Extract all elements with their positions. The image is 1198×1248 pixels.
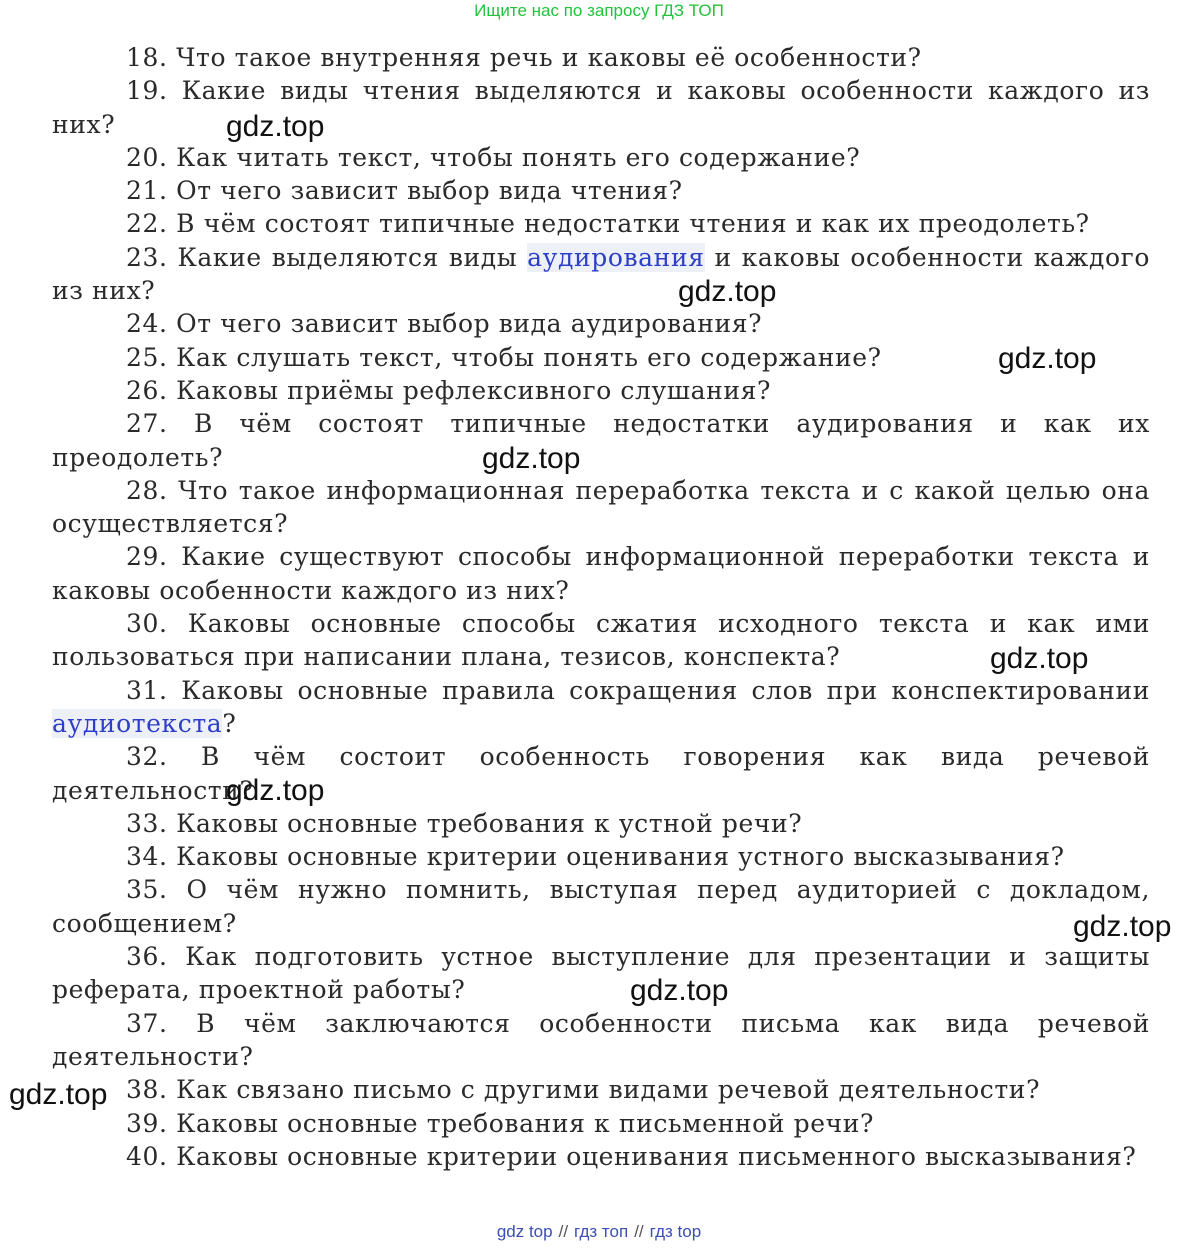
- question-text: Каковы приёмы рефлексивного слушания?: [176, 375, 772, 405]
- question-number: 37.: [126, 1008, 168, 1038]
- question-text: О чём нужно помнить, выступая перед аудиторией с докладом, сообщением?: [52, 875, 1151, 938]
- question-text: Каковы основные критерии оценивания письменного высказывания?: [176, 1141, 1137, 1171]
- question-text: В чём состоят типичные недостатки аудирования и как их преодолеть?: [52, 409, 1150, 472]
- highlighted-term-link[interactable]: аудирования: [527, 242, 705, 272]
- question-number: 21.: [126, 176, 168, 206]
- footer-separator: //: [558, 1222, 569, 1241]
- question-item: [52, 840, 1150, 873]
- question-text: Как подготовить устное выступление для презентации и защиты реферата, проектной работы?: [52, 942, 1150, 1005]
- question-text: Каковы основные требования к письменной речи?: [176, 1108, 874, 1138]
- question-item: [52, 174, 1150, 207]
- question-item: [52, 307, 1150, 340]
- question-text: Каковы основные требования к устной речи?: [176, 808, 803, 838]
- question-text: Что такое информационная переработка текста и с какой целью она осуществляется?: [52, 475, 1151, 539]
- question-text: От чего зависит выбор вида чтения?: [176, 176, 683, 206]
- question-number: 25.: [126, 342, 168, 372]
- watermark-text: gdz.top: [1073, 910, 1172, 943]
- question-text: Как читать текст, чтобы понять его содержание?: [176, 142, 861, 172]
- top-banner: Ищите нас по запросу ГДЗ ТОП: [474, 1, 724, 20]
- question-item: [52, 474, 1150, 541]
- footer-links: [0, 1222, 1198, 1242]
- question-number: 31.: [126, 675, 168, 705]
- question-text: ?: [222, 708, 237, 738]
- question-number: 23.: [126, 242, 168, 272]
- watermark-text: gdz.top: [226, 774, 325, 807]
- question-number: 38.: [126, 1075, 168, 1105]
- watermark-text: gdz.top: [630, 974, 729, 1007]
- watermark-text: gdz.top: [678, 275, 777, 308]
- question-item: [52, 540, 1150, 607]
- footer-link-gdz-top-mixed[interactable]: гдз top: [649, 1222, 702, 1241]
- question-item: [52, 807, 1150, 840]
- question-item: [52, 674, 1150, 741]
- question-list: [52, 41, 1150, 1173]
- question-item: [52, 1107, 1150, 1140]
- question-text: Какие существуют способы информационной переработки текста и каковы особенности каждого из них?: [52, 542, 1151, 605]
- question-text: Каковы основные способы сжатия исходного текста и как ими пользоваться при написании плана, тезисов, конспекта?: [52, 609, 1151, 672]
- question-item: [52, 740, 1150, 807]
- highlighted-term-link[interactable]: аудиотекста: [52, 708, 223, 738]
- question-item: [52, 207, 1150, 240]
- watermark-text: gdz.top: [226, 110, 325, 143]
- question-item: [52, 74, 1150, 141]
- footer-separator: //: [634, 1222, 644, 1241]
- question-number: 30.: [126, 609, 168, 639]
- question-number: 24.: [126, 309, 168, 339]
- footer-link-gdz-top-ru[interactable]: гдз топ: [574, 1222, 629, 1241]
- question-text: В чём заключаются особенности письма как вида речевой деятельности?: [52, 1008, 1150, 1071]
- question-number: 28.: [126, 475, 168, 505]
- question-number: 35.: [126, 875, 168, 905]
- question-item: [52, 141, 1150, 174]
- question-number: 19.: [126, 76, 168, 106]
- question-number: 22.: [126, 209, 168, 239]
- question-text: Какие выделяются виды: [177, 242, 518, 272]
- question-text: Что такое внутренняя речь и каковы её особенности?: [176, 43, 922, 72]
- question-item: [52, 1073, 1150, 1106]
- question-number: 40.: [126, 1141, 168, 1171]
- watermark-text: gdz.top: [990, 642, 1089, 675]
- question-number: 27.: [126, 409, 168, 439]
- question-item: [52, 241, 1150, 308]
- question-item: [52, 374, 1150, 407]
- question-text: От чего зависит выбор вида аудирования?: [176, 309, 763, 339]
- question-text: и каковы особенности каждого из них?: [52, 242, 1151, 306]
- question-text: В чём состоит особенность говорения как вида речевой деятельности?: [52, 742, 1151, 805]
- question-item: [52, 873, 1150, 940]
- question-text: Каковы основные правила сокращения слов при конспектировании: [181, 675, 1151, 705]
- question-number: 39.: [126, 1108, 168, 1138]
- question-item: [52, 41, 1150, 74]
- question-number: 26.: [126, 375, 168, 405]
- question-item: [52, 407, 1150, 474]
- question-number: 36.: [126, 942, 168, 972]
- question-item: [52, 607, 1150, 674]
- question-text: Как связано письмо с другими видами речевой деятельности?: [176, 1075, 1041, 1105]
- footer-link-gdz-top[interactable]: gdz top: [496, 1222, 553, 1241]
- question-text: В чём состоят типичные недостатки чтения и как их преодолеть?: [176, 209, 1090, 239]
- question-text: Какие виды чтения выделяются и каковы особенности каждого из них?: [52, 76, 1151, 139]
- watermark-text: gdz.top: [9, 1078, 108, 1111]
- watermark-text: gdz.top: [998, 342, 1097, 375]
- question-number: 20.: [126, 142, 168, 172]
- question-item: [52, 1007, 1150, 1074]
- question-number: 18.: [126, 43, 168, 72]
- question-number: 32.: [126, 742, 168, 772]
- question-item: [52, 1140, 1150, 1173]
- question-text: Каковы основные критерии оценивания устного высказывания?: [176, 842, 1065, 872]
- question-item: [52, 341, 1150, 374]
- question-number: 29.: [126, 542, 168, 572]
- watermark-text: gdz.top: [482, 442, 581, 475]
- question-number: 34.: [126, 842, 168, 872]
- question-text: Как слушать текст, чтобы понять его содержание?: [176, 342, 882, 372]
- question-number: 33.: [126, 808, 168, 838]
- question-item: [52, 940, 1150, 1007]
